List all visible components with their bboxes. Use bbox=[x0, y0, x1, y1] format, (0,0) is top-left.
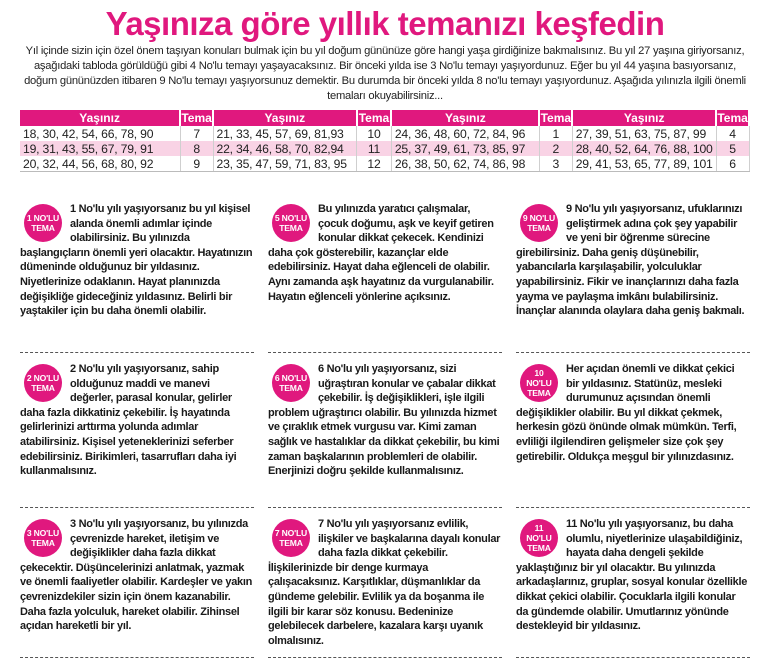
theme-badge: 9 NO'LU TEMA bbox=[520, 204, 558, 242]
theme-badge: 6 NO'LU TEMA bbox=[272, 364, 310, 402]
theme-cell: 5 bbox=[716, 141, 749, 156]
theme-badge: 5 NO'LU TEMA bbox=[272, 204, 310, 242]
ages-cell: 28, 40, 52, 64, 76, 88, 100 bbox=[572, 141, 716, 156]
ages-cell: 26, 38, 50, 62, 74, 86, 98 bbox=[391, 156, 539, 172]
table-row bbox=[20, 141, 749, 156]
theme-cell: 7 bbox=[180, 126, 213, 141]
col-header: Tema bbox=[717, 111, 748, 125]
theme-cell: 4 bbox=[716, 126, 749, 141]
ages-cell: 24, 36, 48, 60, 72, 84, 96 bbox=[391, 126, 539, 141]
theme-box-6 bbox=[268, 362, 502, 508]
intro-paragraph: Yıl içinde sizin için özel önem taşıyan konuları bulmak için bu yıl doğum gününüze göre hangi yaşa girdiğinize bakmalısınız. Bu yıl 27 yaşına giriyorsanız, aşağıdaki tabloda görüldüğü gibi 4 No'lu temayı yaşayacaksınız. Bir önceki yılda ise 3 No'lu temayı yaşıyordunuz. Eğer bu yıl 44 yaşına basıyorsanız, doğum gününüzden itibaren 9 No'lu temayı yaşıyorsunuz demektir. Bu durumda bir önceki yılda 8 no'lu temayı yaşıyordunuz. Aşağıda yılınızla ilgili önemli temaları okuyabilirsiniz... bbox=[24, 45, 746, 102]
theme-cell: 9 bbox=[180, 156, 213, 172]
theme-badge: 10 NO'LU TEMA bbox=[520, 364, 558, 402]
ages-cell: 20, 32, 44, 56, 68, 80, 92 bbox=[20, 156, 180, 172]
theme-text: 3 No'lu yılı yaşıyorsanız, bu yılınızda çevrenizde hareket, iletişim ve değişiklikler daha fazla dikkat çekecektir. Düşüncelerinizi anlatmak, yazmak ve önemli faaliyetler olabilir. Kardeşler ve yakın çevrenizdekiler sizin için önem kazanabilir. Daha fazla yolculuk, hareket olabilir. Zihinsel açıdan hareketli bir yıl. bbox=[20, 518, 253, 633]
col-header: Yaşınız bbox=[213, 110, 357, 126]
theme-cell: 2 bbox=[539, 141, 572, 156]
themes-grid bbox=[20, 202, 750, 660]
ages-cell: 22, 34, 46, 58, 70, 82,94 bbox=[213, 141, 357, 156]
table-header-row bbox=[20, 110, 749, 126]
ages-cell: 19, 31, 43, 55, 67, 79, 91 bbox=[20, 141, 180, 156]
table-row bbox=[20, 156, 749, 172]
col-header: Yaşınız bbox=[572, 110, 716, 126]
theme-cell: 8 bbox=[180, 141, 213, 156]
theme-text: 6 No'lu yılı yaşıyorsanız, sizi uğraştıran konular ve çabalar dikkat çekebilir. İş değişiklikleri, işle ilgili problem uğraştırıcı olabilir. Bu yılınızda hizmet ve çıraklık etmek vurgusu var. Kimi zaman sağlık ve hastalıklar da dikkat çekebilir, bu kimi zaman başkalarının problemleri de olabilir. Enerjinizi doğru şekilde kullanmalısınız. bbox=[268, 363, 500, 478]
theme-text: 11 No'lu yılı yaşıyorsanız, bu daha olumlu, niyetlerinize ulaşabildiğiniz, hayata daha dengeli şekilde yaklaştığınız bir yıl olacaktır. Bu yılınızda arkadaşlarınız, gruplar, sosyal konular özellikle dikkat çekici olabilir. Çocuklarla ilgili konular da gündemde olabilir. Umutlarınız yönünde destekleyid bir yıldasınız. bbox=[516, 518, 748, 633]
theme-box-5 bbox=[268, 202, 502, 353]
col-header: Yaşınız bbox=[20, 110, 180, 126]
theme-cell: 11 bbox=[357, 141, 392, 156]
theme-badge: 1 NO'LU TEMA bbox=[24, 204, 62, 242]
theme-text: Her açıdan önemli ve dikkat çekici bir yıldasınız. Statünüz, mesleki durumunuz açısından önemli değişiklikler olabilir. Bu yıl dikkat çekmek, herkesin gözü önünde olmak mümkün. Terfi, evliliği ilgilendiren gelişmeler size çok şey getirebilir. Oldukça meşgul bir yılınızdasınız. bbox=[516, 363, 737, 463]
theme-box-9 bbox=[516, 202, 750, 353]
ages-cell: 23, 35, 47, 59, 71, 83, 95 bbox=[213, 156, 357, 172]
ages-cell: 21, 33, 45, 57, 69, 81,93 bbox=[213, 126, 357, 141]
ages-cell: 25, 37, 49, 61, 73, 85, 97 bbox=[391, 141, 539, 156]
theme-cell: 6 bbox=[716, 156, 749, 172]
theme-box-3 bbox=[20, 517, 254, 658]
theme-badge: 2 NO'LU TEMA bbox=[24, 364, 62, 402]
age-theme-table bbox=[20, 110, 750, 172]
theme-box-1 bbox=[20, 202, 254, 353]
theme-box-11 bbox=[516, 517, 750, 658]
page-title: Yaşınıza göre yıllık temanızı keşfedin bbox=[105, 5, 665, 42]
theme-box-2 bbox=[20, 362, 254, 508]
col-header: Tema bbox=[181, 111, 212, 125]
theme-cell: 10 bbox=[357, 126, 392, 141]
theme-badge: 3 NO'LU TEMA bbox=[24, 519, 62, 557]
theme-box-10 bbox=[516, 362, 750, 508]
theme-box-7 bbox=[268, 517, 502, 658]
theme-cell: 12 bbox=[357, 156, 392, 172]
theme-cell: 1 bbox=[539, 126, 572, 141]
col-header: Yaşınız bbox=[391, 110, 539, 126]
ages-cell: 18, 30, 42, 54, 66, 78, 90 bbox=[20, 126, 180, 141]
theme-text: 9 No'lu yılı yaşıyorsanız, ufuklarınızı geliştirmek adına çok şey yapabilir ve yeni bir öğrenme sürecine girebilirsiniz. Daha geniş düşünebilir, yabancılarla karşılaşabilir, yolculuklar yapabilirsiniz. Fikir ve inançlarınızı daha fazla yayma ve paylaşma imkânı bulabilirsiniz. İnançlar alanında olaylara daha geniş bakmalı. bbox=[516, 203, 745, 318]
theme-text: 7 No'lu yılı yaşıyorsanız evlilik, ilişkiler ve başkalarına dayalı konular daha fazla dikkat çekebilir. İlişkilerinizde bir denge kurmaya çalışacaksınız. Karşıtlıklar, düşmanlıklar da gündeme gelebilir. Evlilik ya da boşanma ile ilgili bir karar söz konusu. Bedeninize gelebilecek darbelere, kazalara karşı uyanık olmalısınız. bbox=[268, 518, 501, 647]
theme-cell: 3 bbox=[539, 156, 572, 172]
theme-text: 2 No'lu yılı yaşıyorsanız, sahip olduğunuz maddi ve manevi değerler, parasal konular, gelirler daha fazla dikkatiniz çekebilir. İş hayatında gelirlerinizi arttırma yolunda adımlar atabilirsiniz. Kişisel yeteneklerinizi seferber edebilirsiniz. Birikimleri, tasarrufları daha iyi kullanmalısınız. bbox=[20, 363, 237, 478]
theme-badge: 7 NO'LU TEMA bbox=[272, 519, 310, 557]
theme-text: 1 No'lu yılı yaşıyorsanız bu yıl kişisel alanda önemli adımlar içinde olabilirsiniz. Bu yılınızda başlangıçların önemli yeri olacaktır. Hayatınızın dümeninde olduğunuz bir yıldasınız. Niyetlerinize odaklanın. Hayat planınızda değişikliğe gideceğiniz yıldasınız. Belirli bir yaştakiler için bu daha önemli olabilir. bbox=[20, 203, 253, 318]
table-row bbox=[20, 126, 749, 141]
col-header: Tema bbox=[357, 110, 392, 126]
col-header: Tema bbox=[540, 111, 572, 125]
ages-cell: 29, 41, 53, 65, 77, 89, 101 bbox=[572, 156, 716, 172]
theme-text: Bu yılınızda yaratıcı çalışmalar, çocuk doğumu, aşk ve keyif getiren konular dikkat çekecek. Kendinizi daha çok gösterebilir, kazançlar elde edebilirsiniz. Hayat daha eğlenceli de olabilir. Aynı zamanda aşk hayatınız da vurgulanabilir. Hayatın eğlenceli yönlerine açıksınız. bbox=[268, 203, 494, 303]
ages-cell: 27, 39, 51, 63, 75, 87, 99 bbox=[572, 126, 716, 141]
theme-badge: 11 NO'LU TEMA bbox=[520, 519, 558, 557]
